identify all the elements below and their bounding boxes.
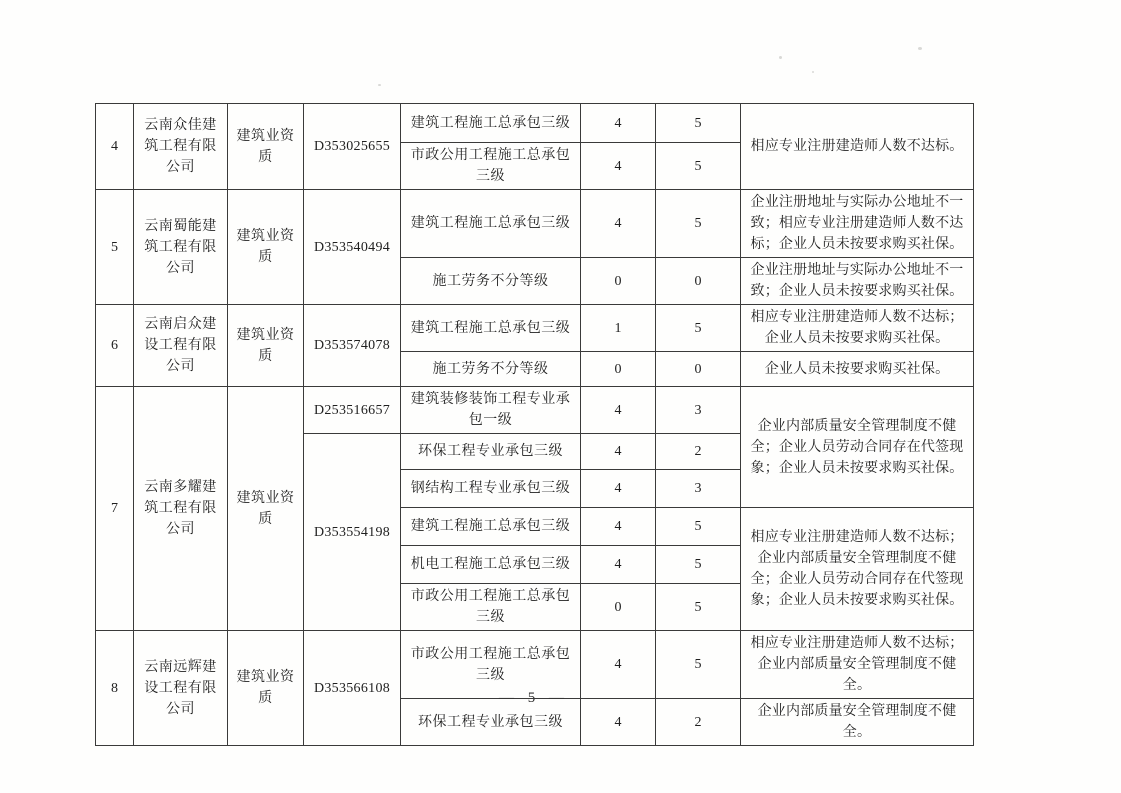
cell-count-2: 0 (656, 258, 741, 305)
cell-count-1: 0 (581, 584, 656, 631)
cell-count-2: 5 (656, 143, 741, 190)
cell-remark: 相应专业注册建造师人数不达标；企业内部质量安全管理制度不健全；企业人员劳动合同存在代签现象；企业人员未按要求购买社保。 (741, 508, 974, 631)
cell-count-1: 4 (581, 387, 656, 434)
cell-qualification-type: 建筑业资质 (228, 387, 304, 631)
cell-qualification-item: 建筑工程施工总承包三级 (401, 104, 581, 143)
cell-count-1: 1 (581, 305, 656, 352)
cell-qualification-item: 机电工程施工总承包三级 (401, 546, 581, 584)
cell-count-1: 4 (581, 508, 656, 546)
cell-count-1: 4 (581, 434, 656, 470)
cell-remark: 企业内部质量安全管理制度不健全。 (741, 699, 974, 746)
cell-qualification-item: 施工劳务不分等级 (401, 258, 581, 305)
scan-artifact (918, 47, 922, 50)
cell-qualification-item: 市政公用工程施工总承包三级 (401, 584, 581, 631)
cell-count-1: 4 (581, 631, 656, 699)
cell-count-2: 5 (656, 104, 741, 143)
cell-seq: 5 (96, 190, 134, 305)
cell-qualification-item: 环保工程专业承包三级 (401, 434, 581, 470)
cell-count-2: 5 (656, 190, 741, 258)
cell-cert-number: D353025655 (304, 104, 401, 190)
cell-company-name: 云南启众建设工程有限公司 (134, 305, 228, 387)
cell-count-1: 0 (581, 258, 656, 305)
cell-qualification-item: 建筑装修装饰工程专业承包一级 (401, 387, 581, 434)
cell-company-name: 云南多耀建筑工程有限公司 (134, 387, 228, 631)
cell-company-name: 云南蜀能建筑工程有限公司 (134, 190, 228, 305)
cell-company-name: 云南远辉建设工程有限公司 (134, 631, 228, 746)
cell-cert-number: D253516657 (304, 387, 401, 434)
cell-qualification-item: 市政公用工程施工总承包三级 (401, 143, 581, 190)
inspection-results-table (95, 103, 974, 746)
cell-seq: 4 (96, 104, 134, 190)
cell-cert-number: D353566108 (304, 631, 401, 746)
cell-seq: 8 (96, 631, 134, 746)
cell-qualification-item: 建筑工程施工总承包三级 (401, 305, 581, 352)
cell-count-2: 0 (656, 352, 741, 387)
cell-qualification-item: 建筑工程施工总承包三级 (401, 508, 581, 546)
scan-artifact (779, 56, 782, 59)
cell-count-1: 4 (581, 190, 656, 258)
cell-qualification-item: 环保工程专业承包三级 (401, 699, 581, 746)
cell-count-1: 0 (581, 352, 656, 387)
table-row (96, 190, 974, 258)
cell-count-2: 5 (656, 305, 741, 352)
cell-count-2: 3 (656, 387, 741, 434)
cell-cert-number: D353554198 (304, 434, 401, 631)
cell-remark: 相应专业注册建造师人数不达标；企业内部质量安全管理制度不健全。 (741, 631, 974, 699)
cell-count-2: 5 (656, 546, 741, 584)
cell-qualification-item: 建筑工程施工总承包三级 (401, 190, 581, 258)
cell-count-2: 2 (656, 699, 741, 746)
cell-qualification-item: 市政公用工程施工总承包三级 (401, 631, 581, 699)
table-row (96, 104, 974, 143)
table-row (96, 387, 974, 434)
cell-qualification-type: 建筑业资质 (228, 631, 304, 746)
cell-remark: 相应专业注册建造师人数不达标。 (741, 104, 974, 190)
cell-remark: 企业人员未按要求购买社保。 (741, 352, 974, 387)
cell-qualification-type: 建筑业资质 (228, 190, 304, 305)
cell-count-1: 4 (581, 546, 656, 584)
cell-count-2: 3 (656, 470, 741, 508)
cell-remark: 企业内部质量安全管理制度不健全；企业人员劳动合同存在代签现象；企业人员未按要求购买社保。 (741, 387, 974, 508)
cell-company-name: 云南众佳建筑工程有限公司 (134, 104, 228, 190)
scan-artifact (378, 84, 381, 86)
cell-count-2: 5 (656, 508, 741, 546)
cell-count-1: 4 (581, 143, 656, 190)
cell-remark: 企业注册地址与实际办公地址不一致；企业人员未按要求购买社保。 (741, 258, 974, 305)
scan-artifact (812, 71, 814, 73)
cell-count-2: 5 (656, 631, 741, 699)
cell-seq: 7 (96, 387, 134, 631)
cell-count-2: 5 (656, 584, 741, 631)
cell-remark: 企业注册地址与实际办公地址不一致；相应专业注册建造师人数不达标；企业人员未按要求购买社保。 (741, 190, 974, 258)
cell-seq: 6 (96, 305, 134, 387)
cell-qualification-type: 建筑业资质 (228, 104, 304, 190)
cell-count-2: 2 (656, 434, 741, 470)
cell-qualification-item: 施工劳务不分等级 (401, 352, 581, 387)
table-row (96, 631, 974, 699)
cell-cert-number: D353574078 (304, 305, 401, 387)
cell-count-1: 4 (581, 699, 656, 746)
page-number: — 5 — (499, 690, 569, 706)
cell-qualification-item: 钢结构工程专业承包三级 (401, 470, 581, 508)
table-row (96, 305, 974, 352)
cell-remark: 相应专业注册建造师人数不达标；企业人员未按要求购买社保。 (741, 305, 974, 352)
cell-count-1: 4 (581, 104, 656, 143)
cell-count-1: 4 (581, 470, 656, 508)
cell-qualification-type: 建筑业资质 (228, 305, 304, 387)
inspection-results-table-wrap (95, 103, 973, 746)
cell-cert-number: D353540494 (304, 190, 401, 305)
